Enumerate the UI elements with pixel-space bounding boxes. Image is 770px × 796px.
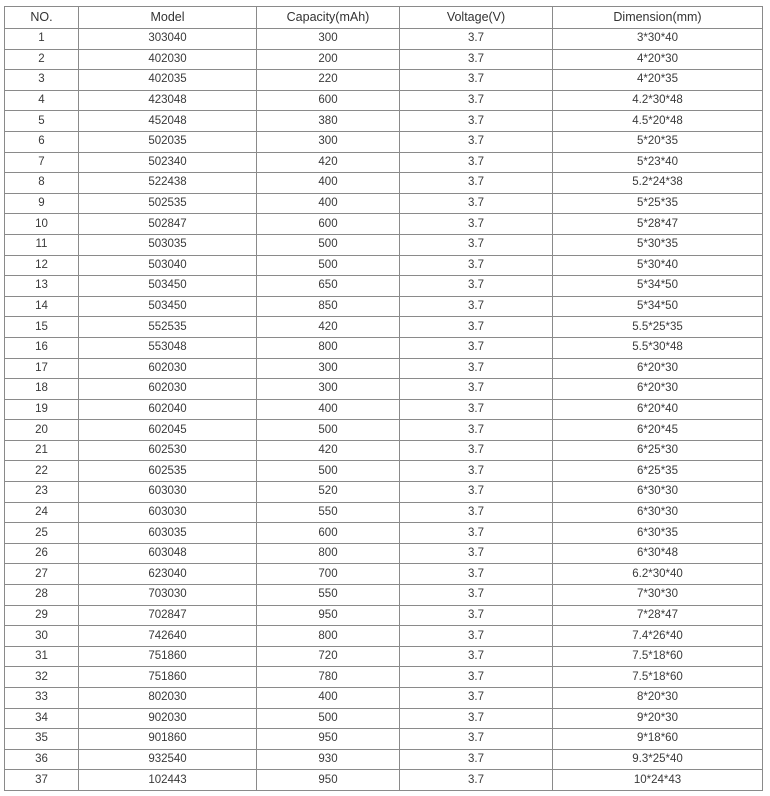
cell-capacity: 300 [257,131,400,152]
cell-capacity: 420 [257,440,400,461]
cell-dimension: 5*34*50 [553,296,763,317]
table-row [5,49,763,70]
header-model: Model [79,7,257,29]
battery-spec-table [4,6,763,791]
cell-model: 502535 [79,193,257,214]
cell-dimension: 4*20*30 [553,49,763,70]
table-row [5,749,763,770]
cell-dimension: 4*20*35 [553,70,763,91]
table-row [5,770,763,791]
cell-dimension: 6*25*35 [553,461,763,482]
cell-model: 452048 [79,111,257,132]
cell-voltage: 3.7 [400,729,553,750]
cell-dimension: 7.4*26*40 [553,626,763,647]
table-row [5,708,763,729]
cell-voltage: 3.7 [400,358,553,379]
cell-capacity: 720 [257,646,400,667]
cell-no: 33 [5,688,79,709]
table-row [5,461,763,482]
table-row [5,502,763,523]
cell-voltage: 3.7 [400,708,553,729]
cell-no: 16 [5,337,79,358]
cell-no: 28 [5,585,79,606]
cell-capacity: 300 [257,358,400,379]
cell-voltage: 3.7 [400,111,553,132]
cell-dimension: 4.5*20*48 [553,111,763,132]
table-row [5,440,763,461]
cell-voltage: 3.7 [400,605,553,626]
cell-voltage: 3.7 [400,214,553,235]
cell-dimension: 7*30*30 [553,585,763,606]
cell-no: 32 [5,667,79,688]
cell-no: 27 [5,564,79,585]
cell-dimension: 6*30*48 [553,543,763,564]
table-row [5,543,763,564]
cell-voltage: 3.7 [400,626,553,647]
cell-model: 742640 [79,626,257,647]
table-row [5,688,763,709]
table-row [5,317,763,338]
cell-voltage: 3.7 [400,440,553,461]
table-row [5,111,763,132]
cell-capacity: 950 [257,770,400,791]
cell-dimension: 5*20*35 [553,131,763,152]
cell-voltage: 3.7 [400,296,553,317]
table-row [5,90,763,111]
cell-model: 751860 [79,667,257,688]
cell-model: 802030 [79,688,257,709]
cell-capacity: 650 [257,276,400,297]
cell-model: 932540 [79,749,257,770]
cell-dimension: 7*28*47 [553,605,763,626]
header-voltage: Voltage(V) [400,7,553,29]
table-row [5,420,763,441]
cell-dimension: 5.2*24*38 [553,173,763,194]
cell-voltage: 3.7 [400,131,553,152]
table-header-row [5,7,763,29]
table-row [5,173,763,194]
cell-dimension: 6*25*30 [553,440,763,461]
cell-no: 24 [5,502,79,523]
cell-dimension: 5*30*40 [553,255,763,276]
cell-model: 503450 [79,276,257,297]
cell-capacity: 850 [257,296,400,317]
cell-capacity: 400 [257,688,400,709]
cell-model: 502035 [79,131,257,152]
cell-model: 502340 [79,152,257,173]
cell-no: 17 [5,358,79,379]
cell-model: 602535 [79,461,257,482]
cell-capacity: 950 [257,729,400,750]
cell-voltage: 3.7 [400,276,553,297]
cell-capacity: 800 [257,626,400,647]
cell-voltage: 3.7 [400,688,553,709]
cell-dimension: 6.2*30*40 [553,564,763,585]
table-row [5,29,763,50]
cell-voltage: 3.7 [400,49,553,70]
cell-model: 623040 [79,564,257,585]
cell-capacity: 520 [257,482,400,503]
table-row [5,214,763,235]
cell-dimension: 5*30*35 [553,234,763,255]
cell-no: 19 [5,399,79,420]
cell-no: 11 [5,234,79,255]
cell-capacity: 400 [257,193,400,214]
cell-no: 30 [5,626,79,647]
cell-dimension: 6*30*35 [553,523,763,544]
table-row [5,626,763,647]
cell-voltage: 3.7 [400,317,553,338]
cell-model: 602030 [79,358,257,379]
cell-model: 603035 [79,523,257,544]
cell-dimension: 5.5*25*35 [553,317,763,338]
cell-no: 25 [5,523,79,544]
table-row [5,70,763,91]
cell-no: 15 [5,317,79,338]
cell-voltage: 3.7 [400,255,553,276]
cell-model: 602530 [79,440,257,461]
cell-capacity: 600 [257,214,400,235]
table-row [5,193,763,214]
table-row [5,379,763,400]
cell-model: 902030 [79,708,257,729]
cell-no: 12 [5,255,79,276]
cell-model: 603030 [79,502,257,523]
cell-voltage: 3.7 [400,461,553,482]
table-row [5,255,763,276]
cell-model: 402030 [79,49,257,70]
cell-capacity: 400 [257,173,400,194]
cell-voltage: 3.7 [400,770,553,791]
cell-capacity: 930 [257,749,400,770]
cell-no: 5 [5,111,79,132]
cell-voltage: 3.7 [400,482,553,503]
cell-voltage: 3.7 [400,646,553,667]
table-row [5,131,763,152]
cell-capacity: 500 [257,255,400,276]
cell-model: 402035 [79,70,257,91]
cell-dimension: 6*20*30 [553,379,763,400]
table-row [5,646,763,667]
table-row [5,358,763,379]
cell-no: 34 [5,708,79,729]
cell-capacity: 420 [257,152,400,173]
cell-no: 31 [5,646,79,667]
cell-capacity: 500 [257,708,400,729]
cell-no: 10 [5,214,79,235]
cell-dimension: 9*20*30 [553,708,763,729]
cell-no: 20 [5,420,79,441]
cell-no: 37 [5,770,79,791]
table-row [5,234,763,255]
cell-model: 602030 [79,379,257,400]
cell-voltage: 3.7 [400,564,553,585]
cell-no: 3 [5,70,79,91]
header-capacity: Capacity(mAh) [257,7,400,29]
cell-no: 1 [5,29,79,50]
cell-capacity: 300 [257,29,400,50]
cell-model: 553048 [79,337,257,358]
header-no: NO. [5,7,79,29]
cell-dimension: 4.2*30*48 [553,90,763,111]
cell-no: 7 [5,152,79,173]
cell-voltage: 3.7 [400,173,553,194]
cell-voltage: 3.7 [400,585,553,606]
cell-model: 503040 [79,255,257,276]
table-row [5,276,763,297]
table-body [5,29,763,791]
cell-dimension: 6*30*30 [553,502,763,523]
cell-dimension: 10*24*43 [553,770,763,791]
cell-voltage: 3.7 [400,90,553,111]
header-dimension: Dimension(mm) [553,7,763,29]
cell-voltage: 3.7 [400,667,553,688]
cell-no: 14 [5,296,79,317]
cell-dimension: 9*18*60 [553,729,763,750]
cell-dimension: 5*23*40 [553,152,763,173]
cell-model: 552535 [79,317,257,338]
cell-voltage: 3.7 [400,29,553,50]
table-row [5,482,763,503]
battery-spec-table-container [4,6,762,791]
cell-capacity: 400 [257,399,400,420]
table-row [5,152,763,173]
table-row [5,667,763,688]
cell-no: 13 [5,276,79,297]
cell-dimension: 7.5*18*60 [553,646,763,667]
table-row [5,605,763,626]
cell-model: 423048 [79,90,257,111]
cell-dimension: 6*20*45 [553,420,763,441]
cell-voltage: 3.7 [400,234,553,255]
cell-voltage: 3.7 [400,543,553,564]
cell-no: 9 [5,193,79,214]
table-row [5,729,763,750]
cell-no: 23 [5,482,79,503]
cell-dimension: 5*34*50 [553,276,763,297]
cell-model: 502847 [79,214,257,235]
cell-capacity: 550 [257,585,400,606]
cell-voltage: 3.7 [400,193,553,214]
cell-capacity: 550 [257,502,400,523]
cell-dimension: 3*30*40 [553,29,763,50]
cell-capacity: 600 [257,523,400,544]
cell-dimension: 6*30*30 [553,482,763,503]
cell-dimension: 5*25*35 [553,193,763,214]
cell-no: 4 [5,90,79,111]
cell-no: 2 [5,49,79,70]
cell-capacity: 950 [257,605,400,626]
table-row [5,585,763,606]
cell-capacity: 500 [257,461,400,482]
cell-model: 703030 [79,585,257,606]
table-row [5,564,763,585]
table-row [5,523,763,544]
cell-no: 8 [5,173,79,194]
cell-no: 29 [5,605,79,626]
cell-model: 602045 [79,420,257,441]
cell-voltage: 3.7 [400,399,553,420]
cell-capacity: 800 [257,543,400,564]
cell-no: 36 [5,749,79,770]
cell-voltage: 3.7 [400,502,553,523]
cell-model: 503450 [79,296,257,317]
cell-dimension: 5*28*47 [553,214,763,235]
cell-capacity: 220 [257,70,400,91]
cell-capacity: 780 [257,667,400,688]
cell-model: 503035 [79,234,257,255]
cell-voltage: 3.7 [400,337,553,358]
cell-model: 751860 [79,646,257,667]
cell-voltage: 3.7 [400,523,553,544]
table-row [5,399,763,420]
cell-voltage: 3.7 [400,379,553,400]
cell-dimension: 8*20*30 [553,688,763,709]
cell-capacity: 700 [257,564,400,585]
cell-dimension: 7.5*18*60 [553,667,763,688]
cell-capacity: 300 [257,379,400,400]
cell-model: 303040 [79,29,257,50]
cell-voltage: 3.7 [400,70,553,91]
table-row [5,337,763,358]
cell-model: 102443 [79,770,257,791]
cell-model: 603048 [79,543,257,564]
cell-no: 21 [5,440,79,461]
table-row [5,296,763,317]
cell-capacity: 200 [257,49,400,70]
cell-model: 603030 [79,482,257,503]
cell-dimension: 5.5*30*48 [553,337,763,358]
cell-model: 702847 [79,605,257,626]
cell-model: 602040 [79,399,257,420]
cell-voltage: 3.7 [400,749,553,770]
cell-no: 26 [5,543,79,564]
cell-model: 901860 [79,729,257,750]
cell-no: 18 [5,379,79,400]
cell-voltage: 3.7 [400,420,553,441]
cell-voltage: 3.7 [400,152,553,173]
cell-capacity: 800 [257,337,400,358]
cell-no: 35 [5,729,79,750]
cell-capacity: 600 [257,90,400,111]
cell-no: 22 [5,461,79,482]
cell-dimension: 6*20*40 [553,399,763,420]
cell-no: 6 [5,131,79,152]
cell-dimension: 6*20*30 [553,358,763,379]
cell-capacity: 380 [257,111,400,132]
cell-dimension: 9.3*25*40 [553,749,763,770]
cell-capacity: 500 [257,234,400,255]
cell-capacity: 420 [257,317,400,338]
cell-model: 522438 [79,173,257,194]
cell-capacity: 500 [257,420,400,441]
